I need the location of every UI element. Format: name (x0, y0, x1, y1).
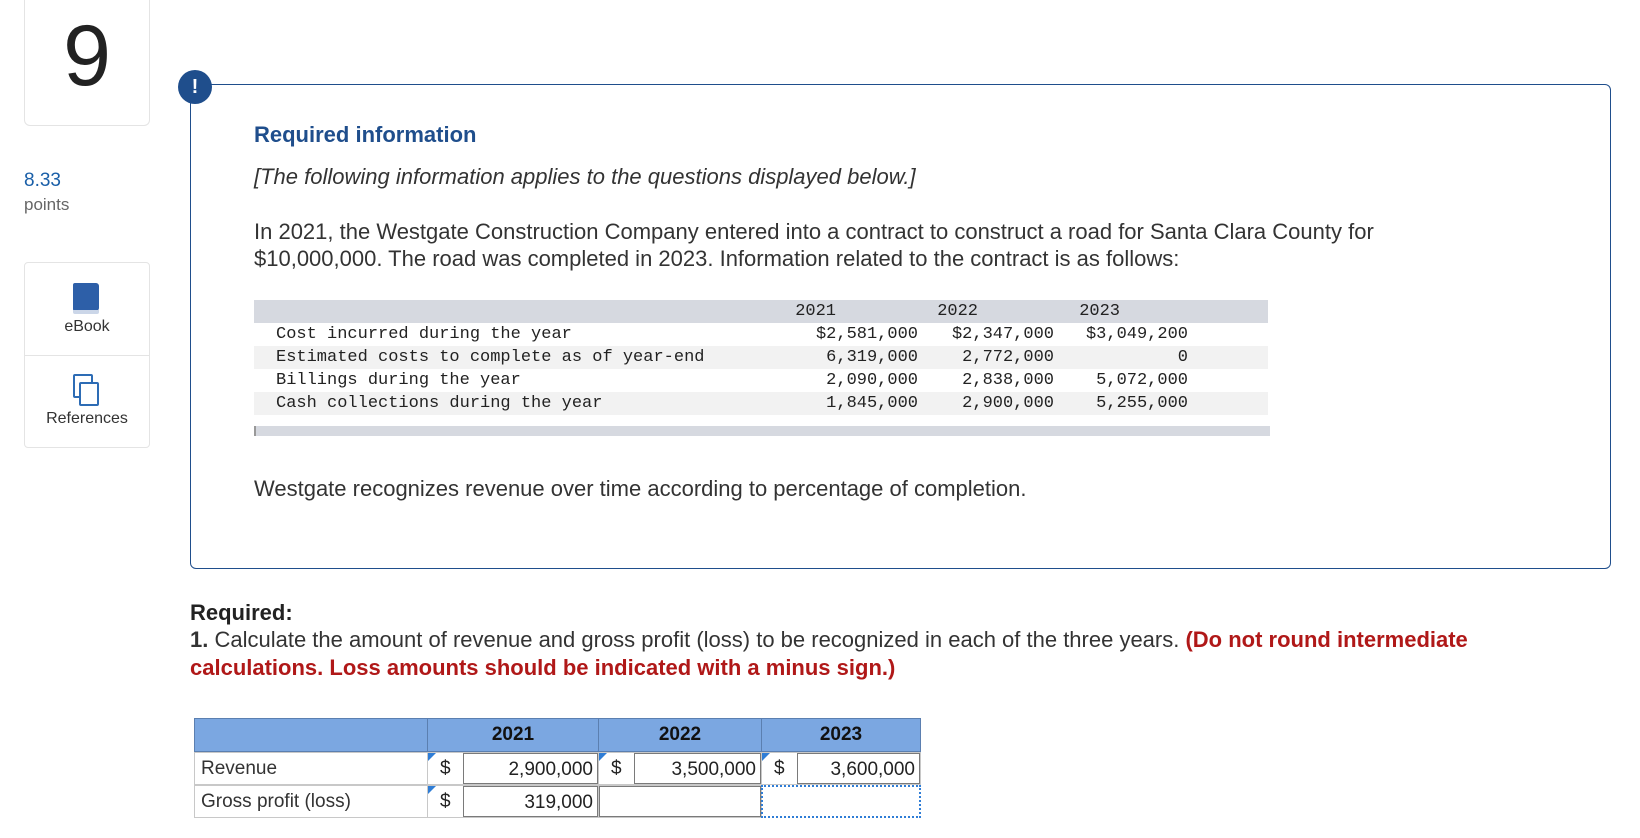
gross-profit-2023-input[interactable] (761, 785, 921, 818)
flag-icon (762, 753, 770, 761)
answer-header-2023: 2023 (761, 718, 921, 752)
revenue-2022-cell (598, 752, 762, 785)
table-row (254, 392, 1268, 415)
alert-icon: ! (178, 70, 212, 104)
flag-icon (428, 786, 436, 794)
table-cell: 1,845,000 (826, 394, 918, 413)
question-number: 9 (63, 8, 111, 104)
input-value: 3,600,000 (830, 759, 915, 780)
table-cell: $2,347,000 (951, 325, 1054, 344)
table-row (254, 346, 1268, 369)
required-question (190, 626, 1590, 682)
year-header: 2021 (795, 302, 836, 321)
revenue-label: Revenue (194, 752, 428, 785)
table-cell: $2,581,000 (815, 325, 918, 344)
answer-header-2021: 2021 (427, 718, 599, 752)
recognition-note: Westgate recognizes revenue over time according to percentage of completion. (254, 476, 1027, 501)
currency-symbol: $ (611, 758, 622, 779)
instruction-text: (Do not round intermediate calculations. Loss amounts should be indicated with a minus sign.) (190, 627, 1468, 680)
row-label: Estimated costs to complete as of year-end (276, 348, 705, 367)
flag-icon (428, 753, 436, 761)
gross-profit-label: Gross profit (loss) (194, 785, 428, 818)
table-cell: 2,900,000 (962, 394, 1054, 413)
flag-icon (599, 753, 607, 761)
table-cell: 5,255,000 (1096, 394, 1188, 413)
input-value: 3,500,000 (671, 759, 756, 780)
table-row (254, 369, 1268, 392)
table-cell: $3,049,200 (1085, 325, 1188, 344)
question-text: Calculate the amount of revenue and gross profit (loss) to be recognized in each of the three years. (208, 627, 1186, 652)
ebook-label: eBook (64, 318, 110, 335)
points-value: 8.33 (24, 170, 61, 191)
row-label: Cost incurred during the year (276, 325, 572, 344)
references-label: References (46, 410, 128, 427)
book-icon (73, 283, 99, 311)
contract-data-table (254, 300, 1268, 436)
year-header: 2022 (937, 302, 978, 321)
table-cell: 2,090,000 (826, 371, 918, 390)
answer-header-2022: 2022 (598, 718, 762, 752)
points-label: points (24, 195, 70, 214)
references-button[interactable] (25, 355, 149, 447)
table-row (254, 323, 1268, 346)
currency-symbol: $ (440, 791, 451, 812)
input-value: 2,900,000 (508, 759, 593, 780)
answer-table (194, 718, 944, 824)
table-cell: 6,319,000 (826, 348, 918, 367)
revenue-2022-input[interactable] (634, 753, 761, 784)
gross-profit-2022-cell (598, 785, 762, 818)
ebook-button[interactable] (25, 263, 149, 356)
side-tools-panel (24, 262, 150, 448)
table-cell: 5,072,000 (1096, 371, 1188, 390)
row-label: Cash collections during the year (276, 394, 603, 413)
gross-profit-2021-cell (427, 785, 599, 818)
year-header: 2023 (1079, 302, 1120, 321)
table-cell: 2,772,000 (962, 348, 1054, 367)
revenue-2021-cell (427, 752, 599, 785)
table-header-row (254, 300, 1268, 323)
table-cell: 0 (1177, 348, 1188, 367)
currency-symbol: $ (440, 758, 451, 779)
applies-note: [The following information applies to the questions displayed below.] (254, 164, 916, 189)
contract-intro: In 2021, the Westgate Construction Company entered into a contract to construct a road for Santa Clara County for $10,000,000. The road was completed in 2023. Information related to the contract is as follows: (254, 219, 1374, 271)
table-footer-bar (254, 426, 1270, 436)
currency-symbol: $ (774, 758, 785, 779)
answer-header-blank (194, 718, 428, 752)
gross-profit-2021-input[interactable] (463, 786, 598, 817)
revenue-2021-input[interactable] (463, 753, 598, 784)
input-value: 319,000 (524, 792, 593, 813)
required-information-heading: Required information (254, 122, 477, 147)
gross-profit-2022-input[interactable] (599, 786, 761, 817)
question-number-card (24, 0, 150, 126)
references-icon (73, 374, 99, 404)
table-cell: 2,838,000 (962, 371, 1054, 390)
row-label: Billings during the year (276, 371, 521, 390)
revenue-2023-cell (761, 752, 921, 785)
question-part-number: 1. (190, 627, 209, 652)
revenue-2023-input[interactable] (797, 753, 920, 784)
required-heading: Required: (190, 600, 293, 625)
